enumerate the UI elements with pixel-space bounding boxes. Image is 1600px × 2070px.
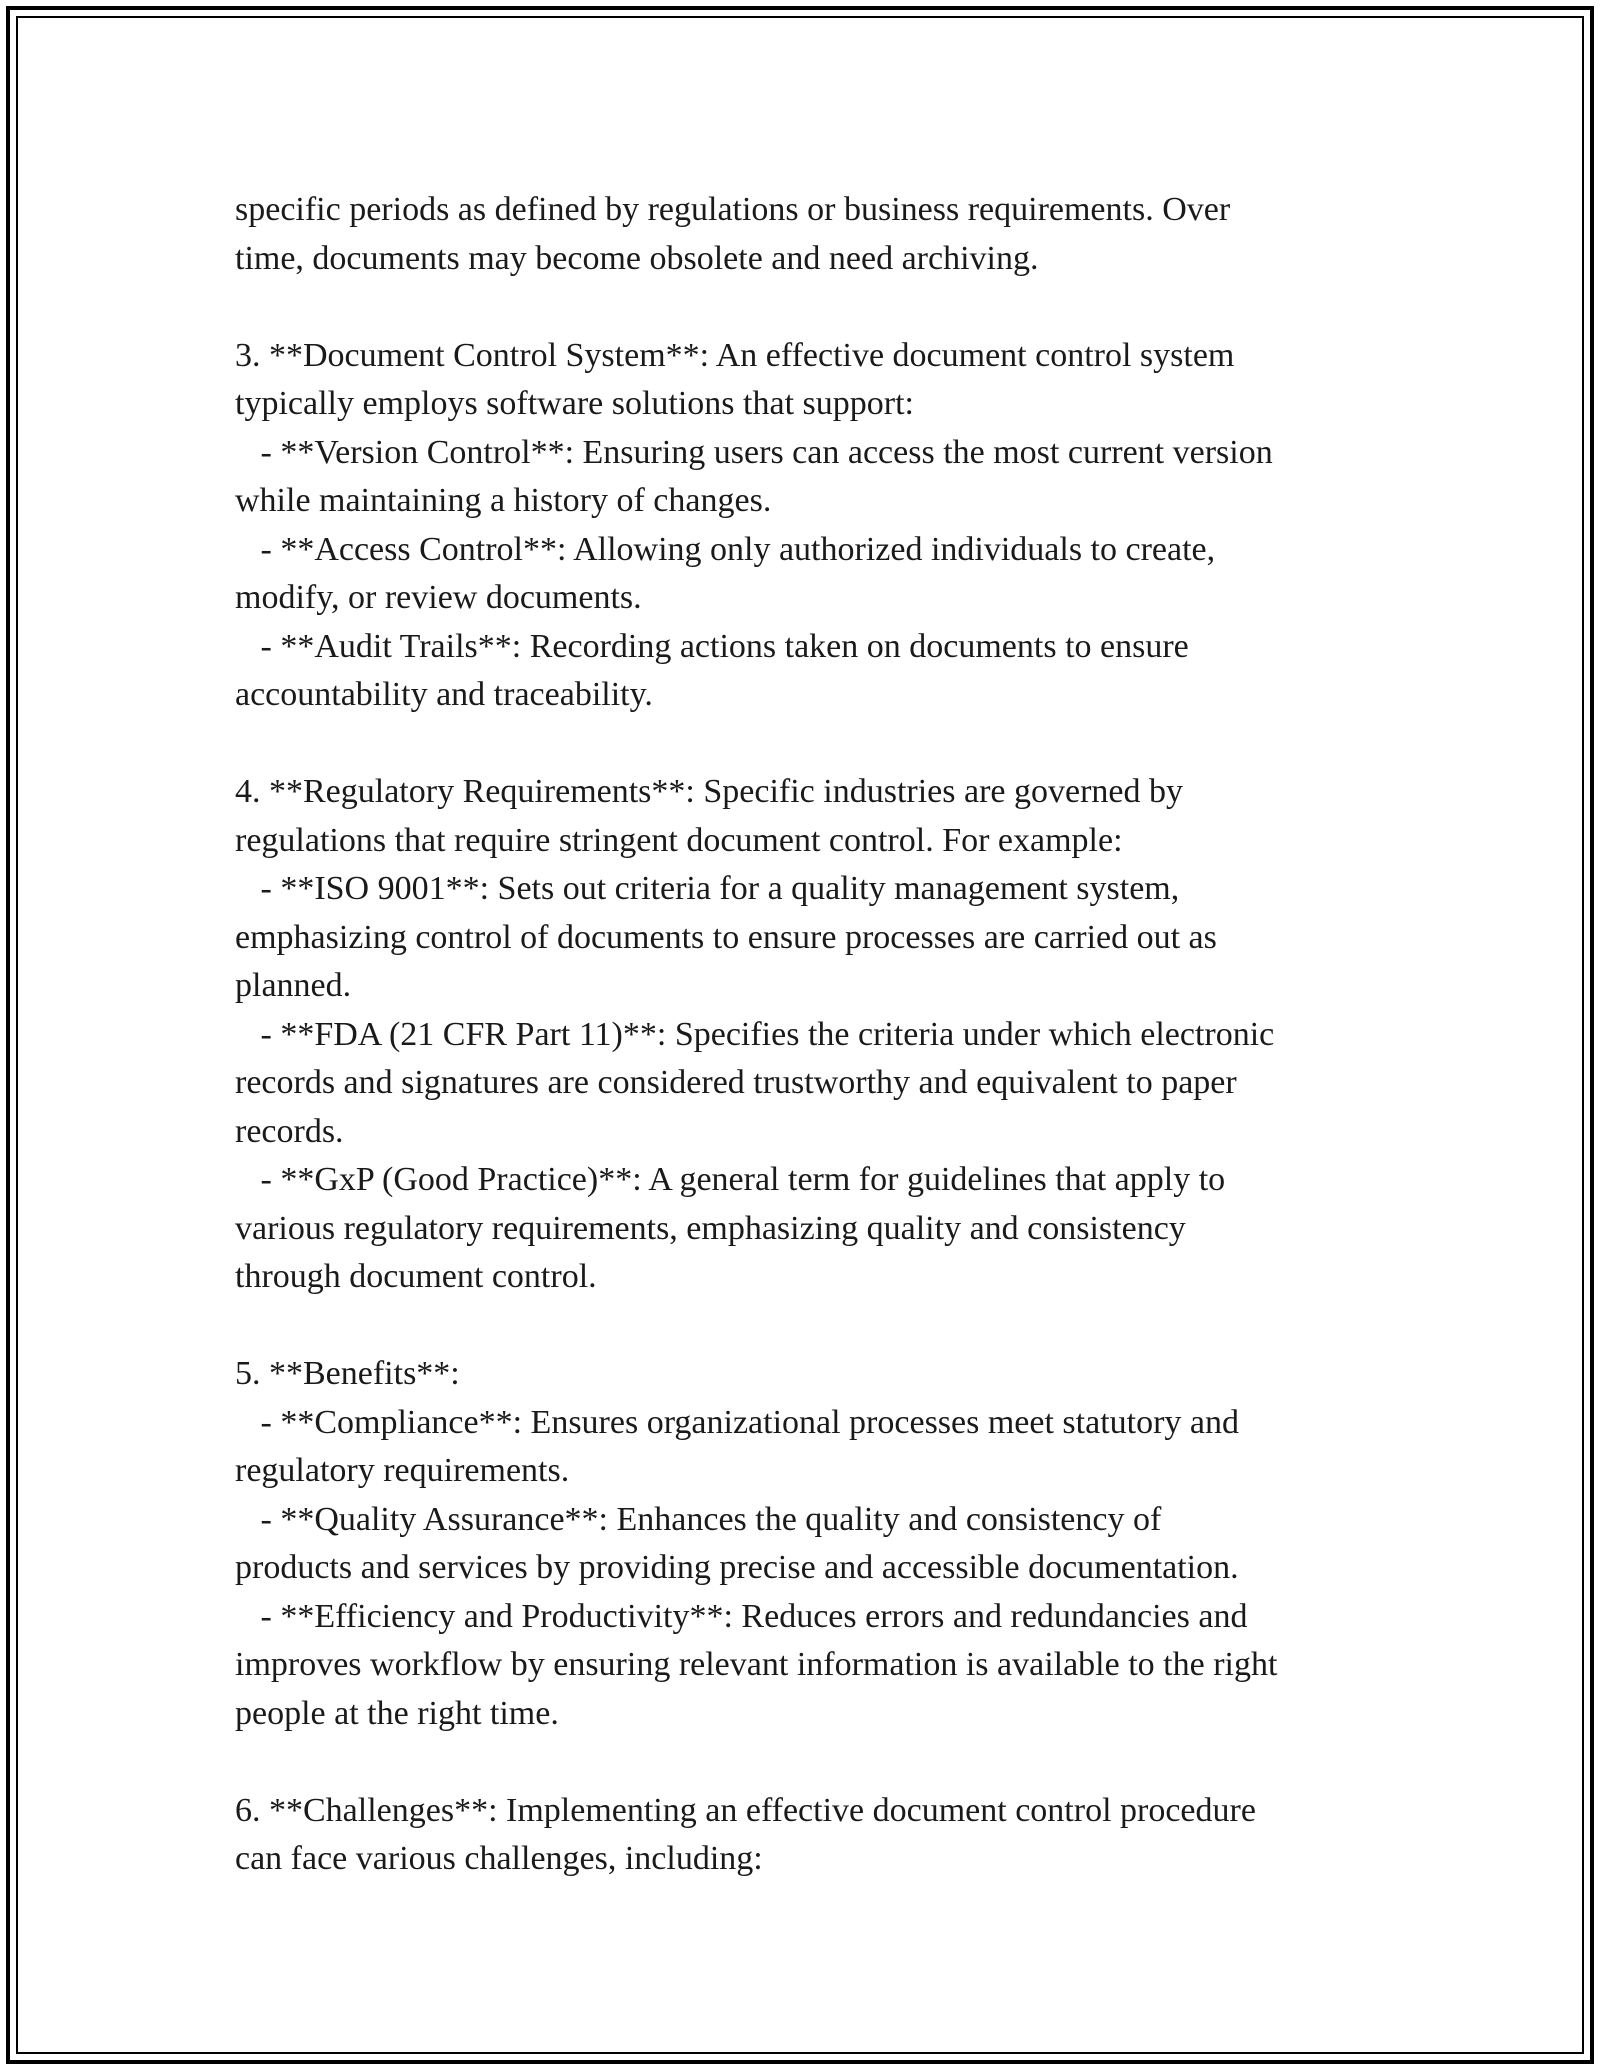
document-body xyxy=(235,186,1395,1884)
text-line: typically employs software solutions that support: xyxy=(235,385,914,422)
text-line: products and services by providing precise and accessible documentation. xyxy=(235,1549,1239,1586)
text-line: - **Efficiency and Productivity**: Reduces errors and redundancies and xyxy=(235,1597,1248,1635)
text-line: records and signatures are considered trustworthy and equivalent to paper xyxy=(235,1064,1237,1101)
text-line: 3. **Document Control System**: An effective document control system xyxy=(235,336,1235,374)
text-line: regulatory requirements. xyxy=(235,1452,570,1489)
paragraph-gap xyxy=(235,1302,1395,1351)
paragraph-gap xyxy=(235,1738,1395,1787)
text-line: specific periods as defined by regulations or business requirements. Over xyxy=(235,191,1231,228)
text-line: - **FDA (21 CFR Part 11)**: Specifies the criteria under which electronic xyxy=(235,1015,1275,1053)
text-line: 6. **Challenges**: Implementing an effective document control procedure xyxy=(235,1791,1256,1829)
section-challenges xyxy=(235,1787,1395,1884)
paragraph-gap xyxy=(235,720,1395,769)
text-line: while maintaining a history of changes. xyxy=(235,482,772,519)
paragraph-continuation xyxy=(235,186,1395,283)
text-line: accountability and traceability. xyxy=(235,676,653,713)
section-regulatory-requirements xyxy=(235,768,1395,1302)
text-line: can face various challenges, including: xyxy=(235,1840,763,1877)
text-line: 4. **Regulatory Requirements**: Specific industries are governed by xyxy=(235,773,1183,810)
text-line: time, documents may become obsolete and need archiving. xyxy=(235,239,1039,277)
text-line: - **Access Control**: Allowing only authorized individuals to create, xyxy=(235,530,1216,568)
section-document-control-system xyxy=(235,332,1395,720)
paragraph-gap xyxy=(235,283,1395,332)
text-line: records. xyxy=(235,1112,344,1150)
text-line: through document control. xyxy=(235,1258,597,1295)
text-line: - **GxP (Good Practice)**: A general term for guidelines that apply to xyxy=(235,1161,1226,1198)
text-line: regulations that require stringent document control. For example: xyxy=(235,821,1123,859)
text-line: emphasizing control of documents to ensure processes are carried out as xyxy=(235,918,1217,956)
text-line: people at the right time. xyxy=(235,1694,559,1732)
text-line: - **Quality Assurance**: Enhances the quality and consistency of xyxy=(235,1500,1162,1538)
text-line: - **Compliance**: Ensures organizational processes meet statutory and xyxy=(235,1403,1239,1441)
text-line: - **Audit Trails**: Recording actions taken on documents to ensure xyxy=(235,627,1189,665)
text-line: improves workflow by ensuring relevant information is available to the right xyxy=(235,1646,1278,1683)
text-line: - **Version Control**: Ensuring users can access the most current version xyxy=(235,433,1273,471)
text-line: 5. **Benefits**: xyxy=(235,1355,460,1392)
text-line: modify, or review documents. xyxy=(235,579,642,616)
text-line: planned. xyxy=(235,967,352,1004)
text-line: - **ISO 9001**: Sets out criteria for a quality management system, xyxy=(235,870,1180,907)
section-benefits xyxy=(235,1350,1395,1738)
text-line: various regulatory requirements, emphasizing quality and consistency xyxy=(235,1209,1186,1247)
